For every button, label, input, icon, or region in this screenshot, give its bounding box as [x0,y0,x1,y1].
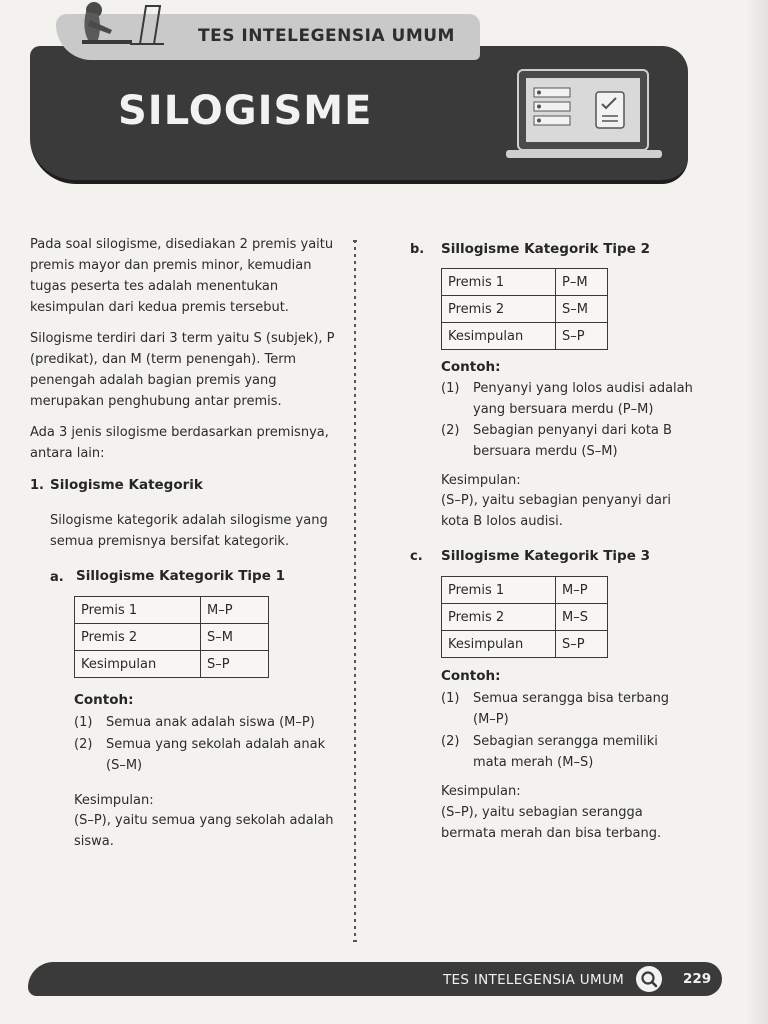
table-row [75,624,269,651]
table-cell: Premis 1 [442,577,556,604]
table-row [75,597,269,624]
kesimpulan-label-b: Kesimpulan: [441,473,521,488]
example-number: (2) [441,423,460,438]
table-row [442,631,608,658]
example-number: (1) [441,381,460,396]
column-divider [353,240,357,942]
footer-label: TES INTELEGENSIA UMUM [443,972,625,988]
table-cell: Premis 2 [442,296,556,323]
contoh-label-a: Contoh: [74,692,134,708]
table-cell: M–S [556,604,608,631]
table-cell: Premis 2 [442,604,556,631]
table-cell: S–P [556,631,608,658]
table-cell: Premis 1 [75,597,201,624]
page-title: SILOGISME [118,88,373,134]
table-cell: Premis 1 [442,269,556,296]
table-cell: Kesimpulan [75,651,201,678]
section-1-description: Silogisme kategorik adalah silogisme yang semua premisnya bersifat kategorik. [50,513,328,549]
table-cell: S–P [556,323,608,350]
laptop-checklist-icon [504,66,664,162]
table-row [442,269,608,296]
sub-a-title: Sillogisme Kategorik Tipe 1 [76,568,285,584]
example-number: (1) [74,715,93,730]
section-1-title: Silogisme Kategorik [50,477,203,493]
contoh-label-b: Contoh: [441,359,501,375]
table-row [442,577,608,604]
table-cell: S–P [201,651,269,678]
example-item [441,378,695,420]
table-row [442,604,608,631]
kesimpulan-text-b: (S–P), yaitu sebagian penyanyi dari kota B lolos audisi. [441,493,671,529]
premis-table-tipe-1 [74,596,269,678]
kesimpulan-label-a: Kesimpulan: [74,793,154,808]
example-text: Semua yang sekolah adalah anak (S–M) [106,737,326,773]
kesimpulan-text-c: (S–P), yaitu sebagian serangga bermata merah dan bisa terbang. [441,805,662,841]
table-row [75,651,269,678]
table-row [442,323,608,350]
sub-a-marker: a. [50,570,64,585]
example-text: Penyanyi yang lolos audisi adalah yang bersuara merdu (P–M) [473,381,693,417]
table-cell: Premis 2 [75,624,201,651]
intro-paragraph-1: Pada soal silogisme, disediakan 2 premis yaitu premis mayor dan premis minor, kemudian tugas peserta tes adalah menentukan kesimpulan dari kedua premis tersebut. [30,237,334,315]
section-1-marker: 1. [30,478,44,493]
premis-table-tipe-2 [441,268,608,350]
sub-c-title: Sillogisme Kategorik Tipe 3 [441,548,650,564]
intro-paragraph-2: Silogisme terdiri dari 3 term yaitu S (subjek), P (predikat), dan M (term penengah). Term penengah adalah bagian premis yang merupakan penghubung antar premis. [30,331,335,409]
page-edge-shadow [746,0,768,1024]
sub-b-marker: b. [410,242,425,257]
example-number: (1) [441,691,460,706]
table-cell: Kesimpulan [442,631,556,658]
example-text: Semua serangga bisa terbang (M–P) [473,691,670,727]
kesimpulan-label-c: Kesimpulan: [441,784,521,799]
kesimpulan-text-a: (S–P), yaitu semua yang sekolah adalah siswa. [74,813,334,849]
table-cell: M–P [201,597,269,624]
table-row [442,296,608,323]
example-number: (2) [441,734,460,749]
sub-c-marker: c. [410,549,423,564]
sub-b-title: Sillogisme Kategorik Tipe 2 [441,241,650,257]
example-number: (2) [74,737,93,752]
example-item [441,731,695,773]
person-at-desk-icon [68,0,168,52]
search-icon [636,966,662,992]
example-item [74,734,340,776]
table-cell: S–M [201,624,269,651]
example-text: Sebagian serangga memiliki mata merah (M–S) [473,734,658,770]
premis-table-tipe-3 [441,576,608,658]
example-item [441,420,695,462]
header-top-label: TES INTELEGENSIA UMUM [198,26,455,46]
page-number: 229 [683,971,712,987]
table-cell: S–M [556,296,608,323]
table-cell: Kesimpulan [442,323,556,350]
table-cell: M–P [556,577,608,604]
contoh-label-c: Contoh: [441,668,501,684]
example-item [441,688,695,730]
table-cell: P–M [556,269,608,296]
intro-paragraph-3: Ada 3 jenis silogisme berdasarkan premisnya, antara lain: [30,425,329,461]
example-text: Sebagian penyanyi dari kota B bersuara merdu (S–M) [473,423,672,459]
example-item [74,712,340,733]
example-text: Semua anak adalah siswa (M–P) [106,715,315,730]
